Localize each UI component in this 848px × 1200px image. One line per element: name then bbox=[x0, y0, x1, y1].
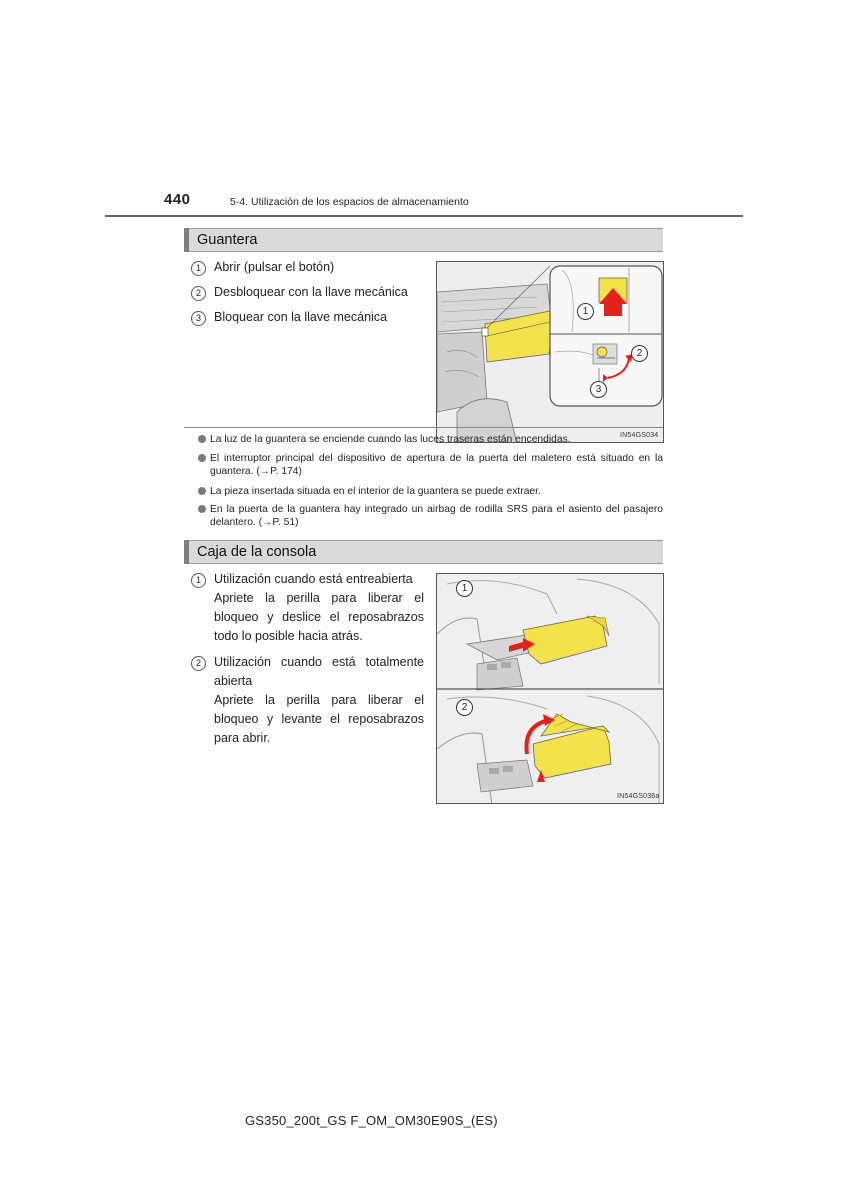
step-number: 1 bbox=[191, 261, 206, 276]
note-item bbox=[198, 433, 663, 446]
glovebox-illustration bbox=[436, 261, 664, 443]
note-text: La pieza insertada situada en el interior de la guantera se puede extraer. bbox=[210, 486, 541, 497]
section-title: Caja de la consola bbox=[197, 544, 317, 560]
section-marker bbox=[184, 228, 189, 252]
section-header-glovebox bbox=[184, 228, 663, 252]
bullet-icon bbox=[198, 505, 206, 513]
step-number: 2 bbox=[191, 286, 206, 301]
section-marker bbox=[184, 540, 189, 564]
step-text: Bloquear con la llave mecánica bbox=[214, 310, 388, 324]
notes-divider bbox=[184, 427, 663, 428]
step-detail: Apriete la perilla para liberar el bloqueo y deslice el reposabrazos todo lo posible hacia atrás. bbox=[214, 591, 424, 643]
step-text bbox=[214, 570, 424, 646]
bullet-icon bbox=[198, 435, 206, 443]
console-drawing bbox=[437, 574, 664, 804]
step-heading: Utilización cuando está entreabierta bbox=[214, 572, 413, 586]
callout-3: 3 bbox=[590, 381, 607, 398]
step-text: Abrir (pulsar el botón) bbox=[214, 260, 335, 274]
panel-label-1: 1 bbox=[456, 580, 473, 597]
breadcrumb: 5-4. Utilización de los espacios de almacenamiento bbox=[230, 196, 469, 208]
step-detail: Apriete la perilla para liberar el bloqueo y levante el reposabrazos para abrir. bbox=[214, 693, 424, 745]
section-title: Guantera bbox=[197, 232, 258, 248]
console-illustration bbox=[436, 573, 664, 804]
figure-code: IN54GS034 bbox=[620, 432, 659, 439]
page-number: 440 bbox=[164, 191, 191, 208]
note-item bbox=[198, 452, 663, 478]
note-text: El interruptor principal del dispositivo de apertura de la puerta del maletero está situado en la guantera. (→P. 174) bbox=[210, 453, 663, 477]
bullet-icon bbox=[198, 487, 206, 495]
callout-1: 1 bbox=[577, 303, 594, 320]
step-text bbox=[214, 653, 424, 748]
panel-label-2: 2 bbox=[456, 699, 473, 716]
callout-2: 2 bbox=[631, 345, 648, 362]
step-number: 2 bbox=[191, 656, 206, 671]
glovebox-drawing bbox=[437, 262, 664, 443]
note-item bbox=[198, 485, 663, 498]
step-number: 1 bbox=[191, 573, 206, 588]
step-text: Desbloquear con la llave mecánica bbox=[214, 285, 408, 299]
section-header-console bbox=[184, 540, 663, 564]
bullet-icon bbox=[198, 454, 206, 462]
note-text: En la puerta de la guantera hay integrado un airbag de rodilla SRS para el asiento del pasajero delantero. (→P. 51) bbox=[210, 504, 663, 528]
footer-document-code: GS350_200t_GS F_OM_OM30E90S_(ES) bbox=[245, 1113, 498, 1128]
step-heading: Utilización cuando está totalmente abierta bbox=[214, 655, 424, 688]
figure-code: IN54GS036a bbox=[617, 793, 660, 800]
note-item bbox=[198, 503, 663, 529]
header-divider bbox=[105, 215, 743, 217]
step-number: 3 bbox=[191, 311, 206, 326]
note-text: La luz de la guantera se enciende cuando las luces traseras están encendidas. bbox=[210, 434, 571, 445]
